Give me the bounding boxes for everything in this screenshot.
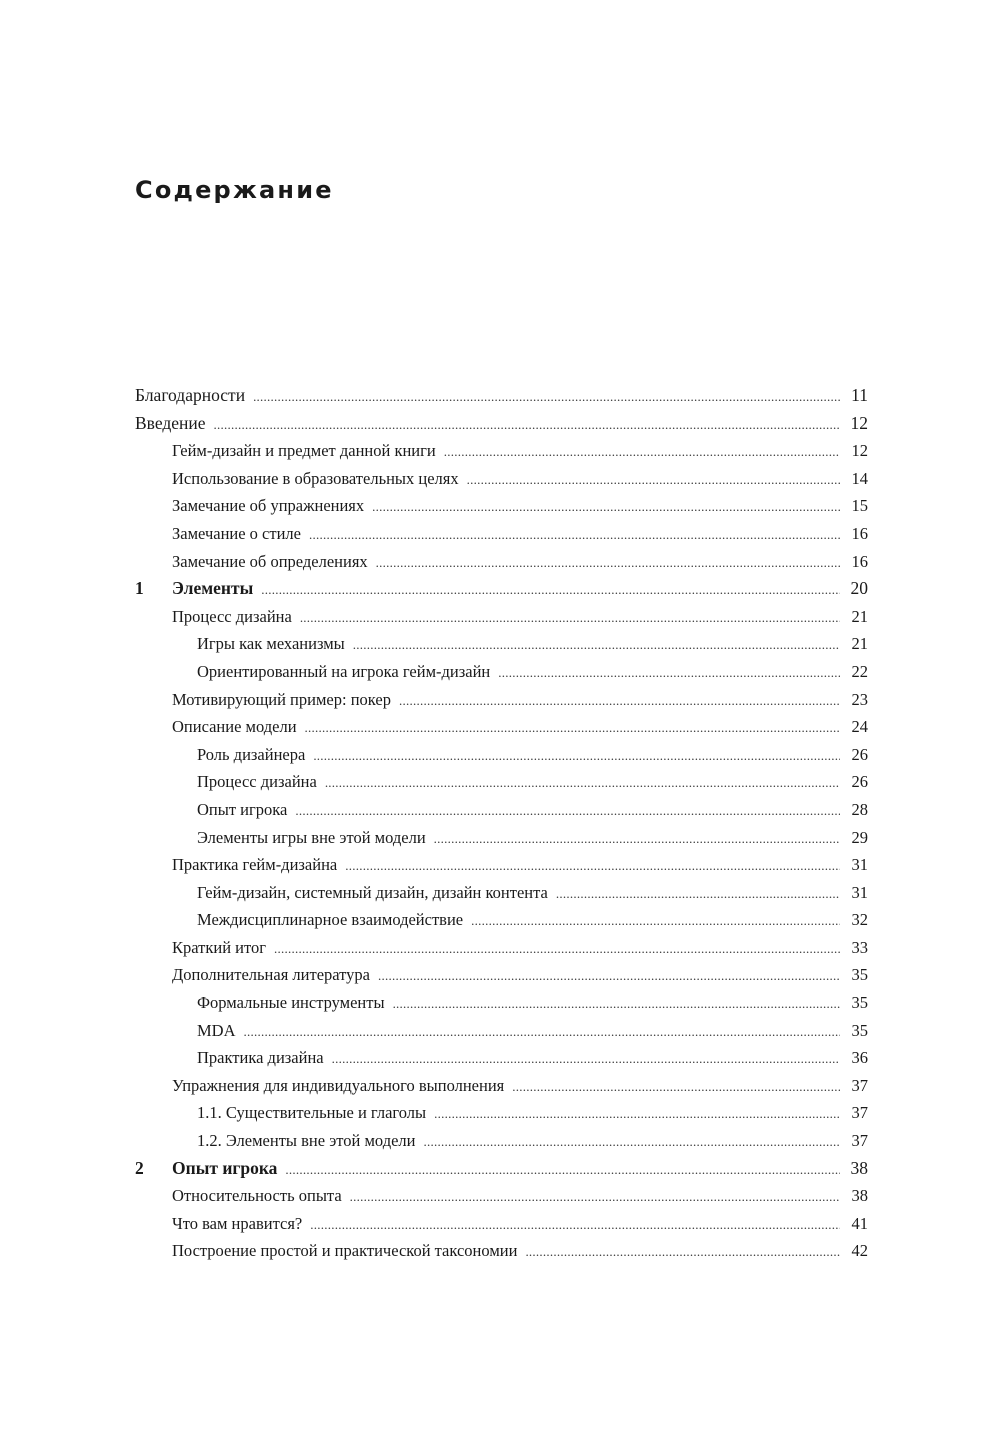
dot-leader <box>313 741 840 769</box>
toc-entry-title: Гейм-дизайн, системный дизайн, дизайн контента <box>197 882 548 902</box>
toc-chapter-entry[interactable] <box>135 1155 868 1183</box>
toc-entry-title: Процесс дизайна <box>172 606 292 626</box>
toc-page-number: 38 <box>851 1186 868 1206</box>
toc-entry[interactable] <box>135 437 868 465</box>
toc-entry[interactable] <box>135 603 868 631</box>
toc-entry-title: 1.1. Существительные и глаголы <box>197 1103 427 1123</box>
toc-page-number: 22 <box>851 661 868 681</box>
toc-page-number: 35 <box>851 965 868 985</box>
toc-page-number: 16 <box>851 523 868 543</box>
toc-entry-title: Междисциплинарное взаимодействие <box>197 910 464 930</box>
toc-entry[interactable] <box>135 961 868 989</box>
dot-leader <box>332 1044 840 1072</box>
toc-entry-title: Относительность опыта <box>172 1186 342 1206</box>
toc-page-number: 21 <box>851 634 868 654</box>
dot-leader <box>399 686 840 714</box>
dot-leader <box>300 603 840 631</box>
dot-leader <box>444 437 840 465</box>
toc-page-number: 14 <box>851 468 868 488</box>
toc-page-number: 35 <box>851 993 868 1013</box>
toc-entry[interactable] <box>135 1210 868 1238</box>
dot-leader <box>498 658 840 686</box>
dot-leader <box>434 824 840 852</box>
toc-entry[interactable] <box>135 1127 868 1155</box>
toc-page-number: 12 <box>851 441 868 461</box>
page-title: Содержание <box>135 176 334 204</box>
toc-entry[interactable] <box>135 1044 868 1072</box>
toc-entry[interactable] <box>135 1017 868 1045</box>
toc-entry-title: Что вам нравится? <box>172 1213 303 1233</box>
toc-entry-title: Роль дизайнера <box>197 744 306 764</box>
toc-page-number: 42 <box>851 1241 868 1261</box>
toc-entry[interactable] <box>135 713 868 741</box>
toc-entry-title: Ориентированный на игрока гейм-дизайн <box>197 661 491 681</box>
toc-entry[interactable] <box>135 658 868 686</box>
dot-leader <box>253 382 840 410</box>
dot-leader <box>512 1072 840 1100</box>
dot-leader <box>393 989 840 1017</box>
toc-entry[interactable] <box>135 796 868 824</box>
toc-page-number: 26 <box>851 744 868 764</box>
toc-entry-title: Мотивирующий пример: покер <box>172 689 391 709</box>
toc-entry-title: Использование в образовательных целях <box>172 468 459 488</box>
toc-entry[interactable] <box>135 824 868 852</box>
toc-entry[interactable] <box>135 741 868 769</box>
toc-entry[interactable] <box>135 382 868 410</box>
toc-entry[interactable] <box>135 906 868 934</box>
toc-page-number: 37 <box>851 1103 868 1123</box>
toc-page-number: 15 <box>851 496 868 516</box>
dot-leader <box>325 768 840 796</box>
toc-page-number: 37 <box>851 1131 868 1151</box>
toc-entry[interactable] <box>135 492 868 520</box>
toc-page-number: 41 <box>851 1213 868 1233</box>
toc-entry[interactable] <box>135 548 868 576</box>
dot-leader <box>525 1237 840 1265</box>
toc-entry-title: Элементы игры вне этой модели <box>197 827 426 847</box>
toc-entry-title: Построение простой и практической таксономии <box>172 1241 518 1261</box>
toc-entry-title: Дополнительная литература <box>172 965 370 985</box>
dot-leader <box>556 879 840 907</box>
toc-entry-title: Гейм-дизайн и предмет данной книги <box>172 441 436 461</box>
dot-leader <box>244 1017 840 1045</box>
toc-entry-title: Замечание об упражнениях <box>172 496 365 516</box>
toc-page-number: 33 <box>851 937 868 957</box>
toc-page-number: 37 <box>851 1075 868 1095</box>
toc-entry[interactable] <box>135 465 868 493</box>
dot-leader <box>305 713 840 741</box>
toc-page-number: 35 <box>851 1020 868 1040</box>
toc-page-number: 31 <box>851 882 868 902</box>
dot-leader <box>345 851 840 879</box>
dot-leader <box>350 1182 840 1210</box>
toc-page-number: 29 <box>851 827 868 847</box>
toc-entry[interactable] <box>135 410 868 438</box>
toc-page-number: 38 <box>850 1157 868 1178</box>
dot-leader <box>353 630 840 658</box>
toc-entry[interactable] <box>135 1237 868 1265</box>
toc-page-number: 28 <box>851 799 868 819</box>
dot-leader <box>376 548 840 576</box>
dot-leader <box>214 410 840 438</box>
dot-leader <box>274 934 840 962</box>
toc-entry-title: Краткий итог <box>172 937 267 957</box>
toc-page-number: 20 <box>850 578 868 599</box>
toc-entry-title: MDA <box>197 1020 236 1040</box>
toc-page-number: 16 <box>851 551 868 571</box>
toc-entry-title: Формальные инструменты <box>197 993 385 1013</box>
toc-entry-title: Опыт игрока <box>172 1157 278 1178</box>
dot-leader <box>285 1155 840 1183</box>
toc-entry-title: Процесс дизайна <box>197 772 317 792</box>
toc-page-number: 12 <box>850 412 868 433</box>
toc-page-number: 21 <box>851 606 868 626</box>
toc-entry[interactable] <box>135 989 868 1017</box>
dot-leader <box>378 961 840 989</box>
toc-chapter-number: 2 <box>135 1157 144 1178</box>
toc-entry-title: Игры как механизмы <box>197 634 345 654</box>
toc-page-number: 26 <box>851 772 868 792</box>
toc-page-number: 11 <box>851 385 868 405</box>
toc-entry-title: Замечание о стиле <box>172 523 301 543</box>
toc-entry[interactable] <box>135 630 868 658</box>
dot-leader <box>471 906 840 934</box>
dot-leader <box>310 1210 840 1238</box>
toc-entry-title: Практика гейм-дизайна <box>172 855 338 875</box>
dot-leader <box>295 796 840 824</box>
toc-entry-title: Элементы <box>172 578 254 599</box>
toc-entry-title: Введение <box>135 412 206 433</box>
dot-leader <box>434 1099 840 1127</box>
dot-leader <box>309 520 840 548</box>
toc-entry-title: Благодарности <box>135 385 246 405</box>
toc-entry-title: Упражнения для индивидуального выполнения <box>172 1075 505 1095</box>
toc-entry[interactable] <box>135 851 868 879</box>
toc-entry[interactable] <box>135 1182 868 1210</box>
toc-page-number: 32 <box>851 910 868 930</box>
dot-leader <box>467 465 840 493</box>
toc-page-number: 36 <box>851 1048 868 1068</box>
dot-leader <box>423 1127 840 1155</box>
toc-entry-title: Практика дизайна <box>197 1048 324 1068</box>
toc-entry[interactable] <box>135 520 868 548</box>
dot-leader <box>372 492 840 520</box>
toc-entry[interactable] <box>135 768 868 796</box>
toc-entry[interactable] <box>135 934 868 962</box>
toc-chapter-number: 1 <box>135 578 144 599</box>
toc-entry-title: Описание модели <box>172 717 297 737</box>
toc-entry[interactable] <box>135 686 868 714</box>
table-of-contents <box>135 382 868 1265</box>
toc-page-number: 31 <box>851 855 868 875</box>
toc-chapter-entry[interactable] <box>135 575 868 603</box>
toc-entry-title: Опыт игрока <box>197 799 288 819</box>
dot-leader <box>261 575 840 603</box>
toc-page-number: 23 <box>851 689 868 709</box>
toc-entry[interactable] <box>135 1072 868 1100</box>
toc-entry-title: 1.2. Элементы вне этой модели <box>197 1131 416 1151</box>
toc-entry-title: Замечание об определениях <box>172 551 368 571</box>
toc-entry[interactable] <box>135 879 868 907</box>
toc-page-number: 24 <box>851 717 868 737</box>
toc-entry[interactable] <box>135 1099 868 1127</box>
